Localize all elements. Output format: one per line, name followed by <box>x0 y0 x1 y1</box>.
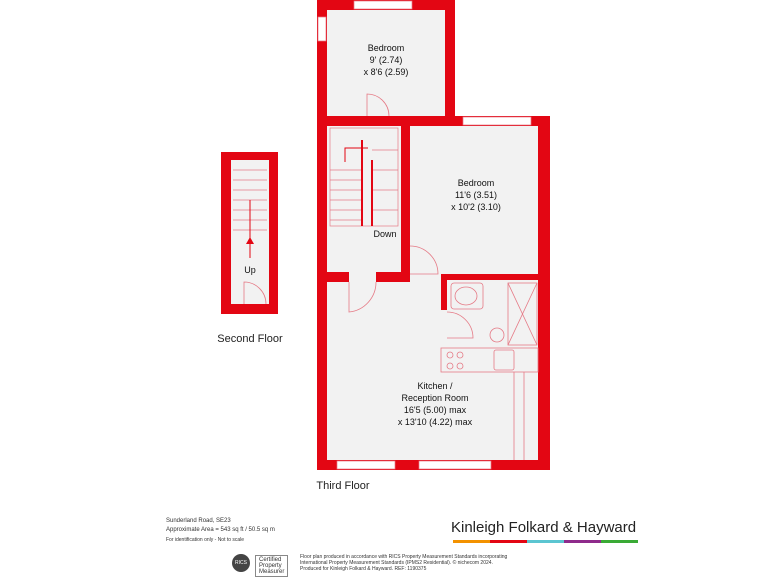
bedroom-2-dim-2: x 10'2 (3.10) <box>451 202 501 212</box>
ipms-line-2: International Property Measurement Standards (IPMS2 Residential). © nichecom 2024. <box>300 560 493 566</box>
brand-name: Kinleigh Folkard & Hayward <box>451 519 637 536</box>
kitchen-dim-1: 16'5 (5.00) max <box>403 405 467 415</box>
bedroom-1-name: Bedroom <box>367 43 405 53</box>
disclaimer-text: For identification only - Not to scale <box>166 537 245 543</box>
third-floor-label: Third Floor <box>316 480 370 492</box>
certified-line-3: Measurer <box>259 569 285 575</box>
bedroom-1-dim-1: 9' (2.74) <box>369 55 403 65</box>
stairs-down-label: Down <box>373 229 397 239</box>
stairs-up-label: Up <box>244 265 256 275</box>
certified-line-2: Property <box>259 563 282 569</box>
certified-line-1: Certified <box>259 557 282 563</box>
bedroom-1-dim-2: x 8'6 (2.59) <box>363 67 409 77</box>
area-text: Approximate Area = 543 sq ft / 50.5 sq m <box>166 527 275 533</box>
brand-color-bar <box>490 540 527 543</box>
bedroom-2-name: Bedroom <box>457 178 495 188</box>
ipms-line-1: Floor plan produced in accordance with RICS Property Measurement Standards incorporating <box>300 554 508 560</box>
certified-measurer-badge <box>255 555 288 577</box>
brand-color-bar <box>453 540 490 543</box>
address-text: Sunderland Road, SE23 <box>166 518 231 524</box>
bedroom-2-dim-1: 11'6 (3.51) <box>454 190 498 200</box>
brand-color-bar <box>601 540 638 543</box>
kitchen-name-1: Kitchen / <box>417 381 453 391</box>
brand-color-bar <box>564 540 601 543</box>
rics-logo: RICS <box>232 554 250 572</box>
ipms-line-3: Produced for Kinleigh Folkard & Hayward. REF: 1190375 <box>300 566 427 572</box>
kitchen-dim-2: x 13'10 (4.22) max <box>397 417 473 427</box>
brand-color-bar <box>527 540 564 543</box>
kitchen-name-2: Reception Room <box>401 393 469 403</box>
second-floor-label: Second Floor <box>217 333 283 345</box>
